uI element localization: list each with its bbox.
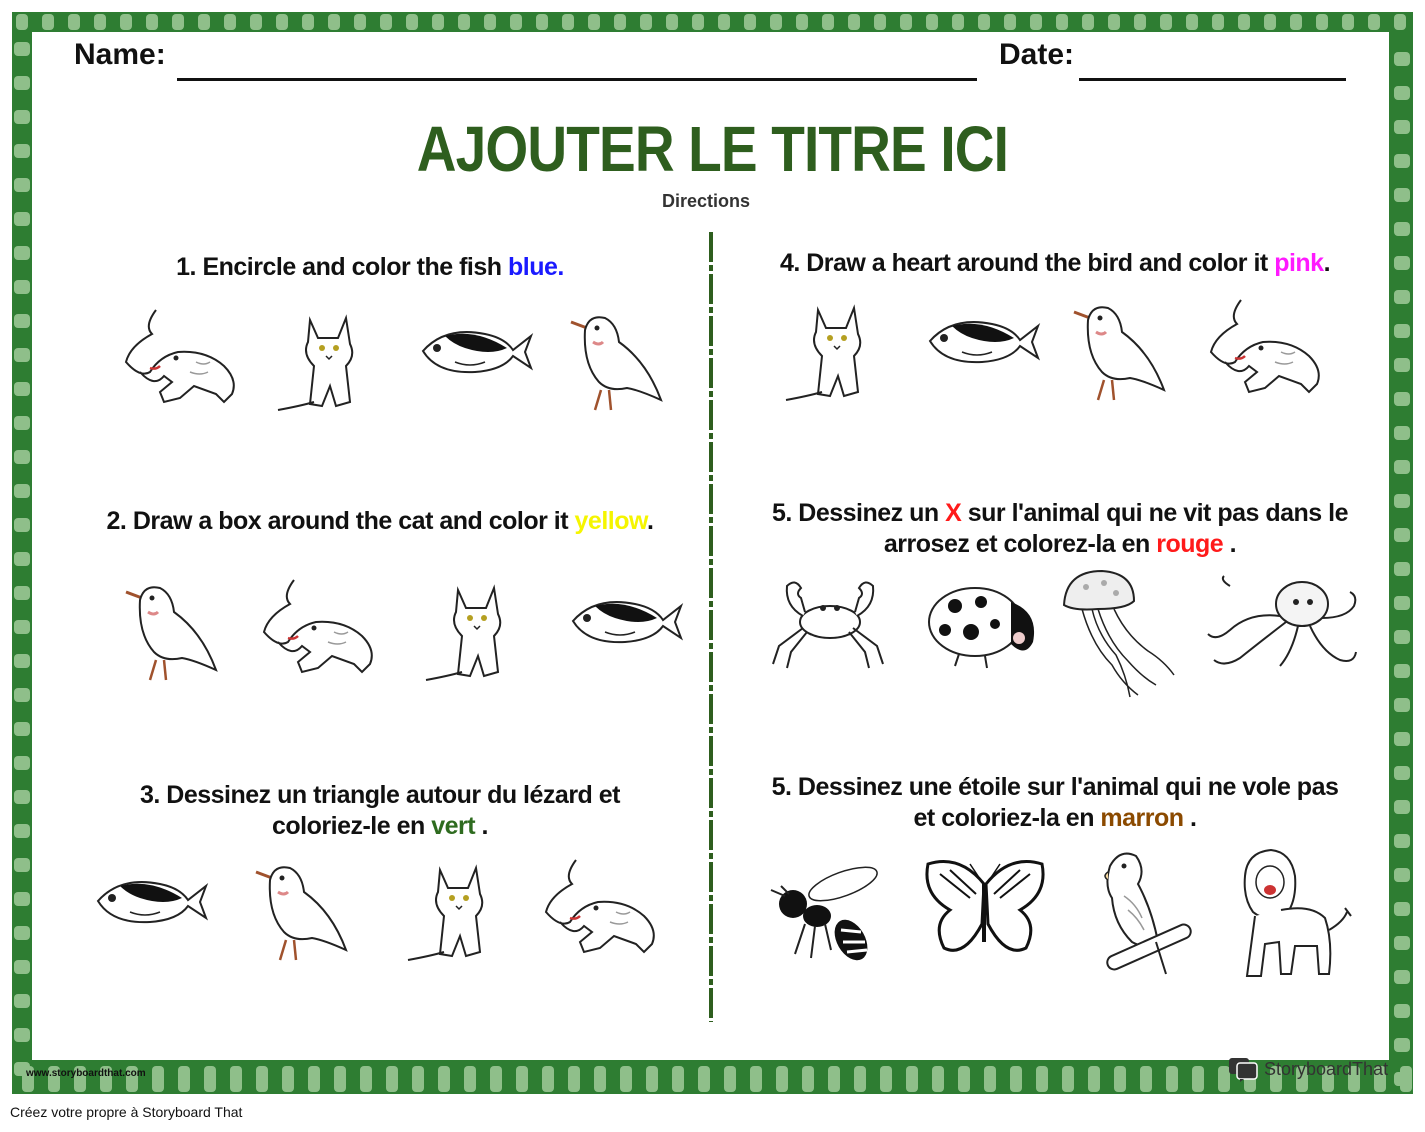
question-6-text: 5. Dessinez une étoile sur l'animal qui ne vole pas et coloriez-la en [771, 773, 1339, 832]
butterfly-icon [920, 854, 1050, 964]
question-1-color: blue. [507, 253, 564, 281]
directions-text: Directions [661, 191, 751, 211]
q2-animal-3[interactable] [418, 576, 528, 691]
question-5-after: . [1223, 530, 1237, 558]
bird-icon [565, 306, 665, 416]
fish-icon [922, 296, 1042, 386]
q6-animal-2[interactable] [920, 854, 1050, 969]
q1-animal-2[interactable] [270, 306, 380, 421]
question-3-after: . [475, 812, 488, 840]
q2-animal-1[interactable] [120, 576, 220, 691]
q4-animal-2[interactable] [922, 296, 1042, 391]
bird-icon [1068, 296, 1168, 406]
q5-animal-3[interactable] [1052, 565, 1182, 705]
lizard-icon [258, 576, 388, 686]
wasp-icon [765, 854, 885, 964]
cat-icon [400, 856, 510, 966]
q1-animal-1[interactable] [120, 306, 250, 421]
question-5-text: 5. Dessinez un [772, 499, 946, 527]
question-5-color: rouge [1156, 530, 1224, 558]
fish-icon [565, 576, 685, 666]
q6-animal-3[interactable] [1080, 846, 1200, 981]
q5-animal-1[interactable] [765, 572, 895, 677]
ladybug-icon [915, 572, 1045, 672]
question-4-after: . [1323, 249, 1331, 277]
q3-animal-3[interactable] [400, 856, 510, 971]
lizard-icon [1205, 296, 1335, 406]
footer-brand[interactable] [1228, 1056, 1388, 1082]
question-3-color: vert [431, 812, 476, 840]
crab-icon [765, 572, 895, 672]
q3-animal-4[interactable] [540, 856, 670, 971]
question-2 [60, 506, 700, 537]
name-label: Name: [74, 38, 166, 71]
cat-icon [778, 296, 888, 406]
question-2-color: yellow [574, 507, 648, 535]
name-line[interactable] [177, 78, 977, 81]
q4-animal-1[interactable] [778, 296, 888, 411]
date-line[interactable] [1079, 78, 1346, 81]
lizard-icon [120, 306, 250, 416]
question-4-color: pink [1274, 249, 1324, 277]
q4-animal-4[interactable] [1205, 296, 1335, 411]
q4-animal-3[interactable] [1068, 296, 1168, 411]
q6-animal-1[interactable] [765, 854, 885, 969]
fish-icon [415, 306, 535, 396]
q2-animal-4[interactable] [565, 576, 685, 671]
q2-animal-2[interactable] [258, 576, 388, 691]
question-6-after: . [1183, 804, 1197, 832]
question-2-after: . [647, 507, 654, 535]
parakeet-icon [1080, 846, 1200, 976]
footer-brand-text: StoryboardThat [1264, 1058, 1389, 1079]
question-1-text: 1. Encircle and color the fish [176, 253, 508, 281]
column-divider [707, 232, 715, 1022]
question-2-text: 2. Draw a box around the cat and color it [106, 507, 575, 535]
fish-icon [90, 856, 210, 946]
question-5-mark: X [945, 499, 962, 527]
bird-icon [250, 856, 350, 966]
footer-url[interactable]: www.storyboardthat.com [26, 1068, 146, 1079]
question-5-mid: sur l'animal qui ne vit pas dans le arrosez et colorez-la en [883, 499, 1348, 558]
q3-animal-1[interactable] [90, 856, 210, 951]
storyboard-logo-icon [1228, 1056, 1258, 1082]
question-6-color: marron [1100, 804, 1184, 832]
date-label: Date: [999, 38, 1075, 71]
q1-animal-4[interactable] [565, 306, 665, 421]
question-4-text: 4. Draw a heart around the bird and color it [779, 249, 1275, 277]
cat-icon [270, 306, 380, 416]
question-5 [770, 498, 1350, 560]
question-3-text: 3. Dessinez un triangle autour du lézard et coloriez-le en [140, 781, 620, 840]
page-title: AJOUTER LE TITRE ICI [416, 113, 1009, 185]
q3-animal-2[interactable] [250, 856, 350, 971]
question-4 [740, 248, 1370, 279]
question-1 [90, 252, 650, 283]
footer-credit: Créez votre propre à Storyboard That [10, 1104, 243, 1120]
question-6 [760, 772, 1350, 834]
question-3 [120, 780, 640, 842]
cat-icon [418, 576, 528, 686]
q1-animal-3[interactable] [415, 306, 535, 401]
jellyfish-icon [1052, 565, 1182, 700]
bird-icon [120, 576, 220, 686]
octopus-icon [1200, 572, 1360, 672]
q5-animal-4[interactable] [1200, 572, 1360, 677]
q6-animal-4[interactable] [1225, 846, 1355, 991]
lizard-icon [540, 856, 670, 966]
lion-icon [1225, 846, 1355, 986]
q5-animal-2[interactable] [915, 572, 1045, 677]
